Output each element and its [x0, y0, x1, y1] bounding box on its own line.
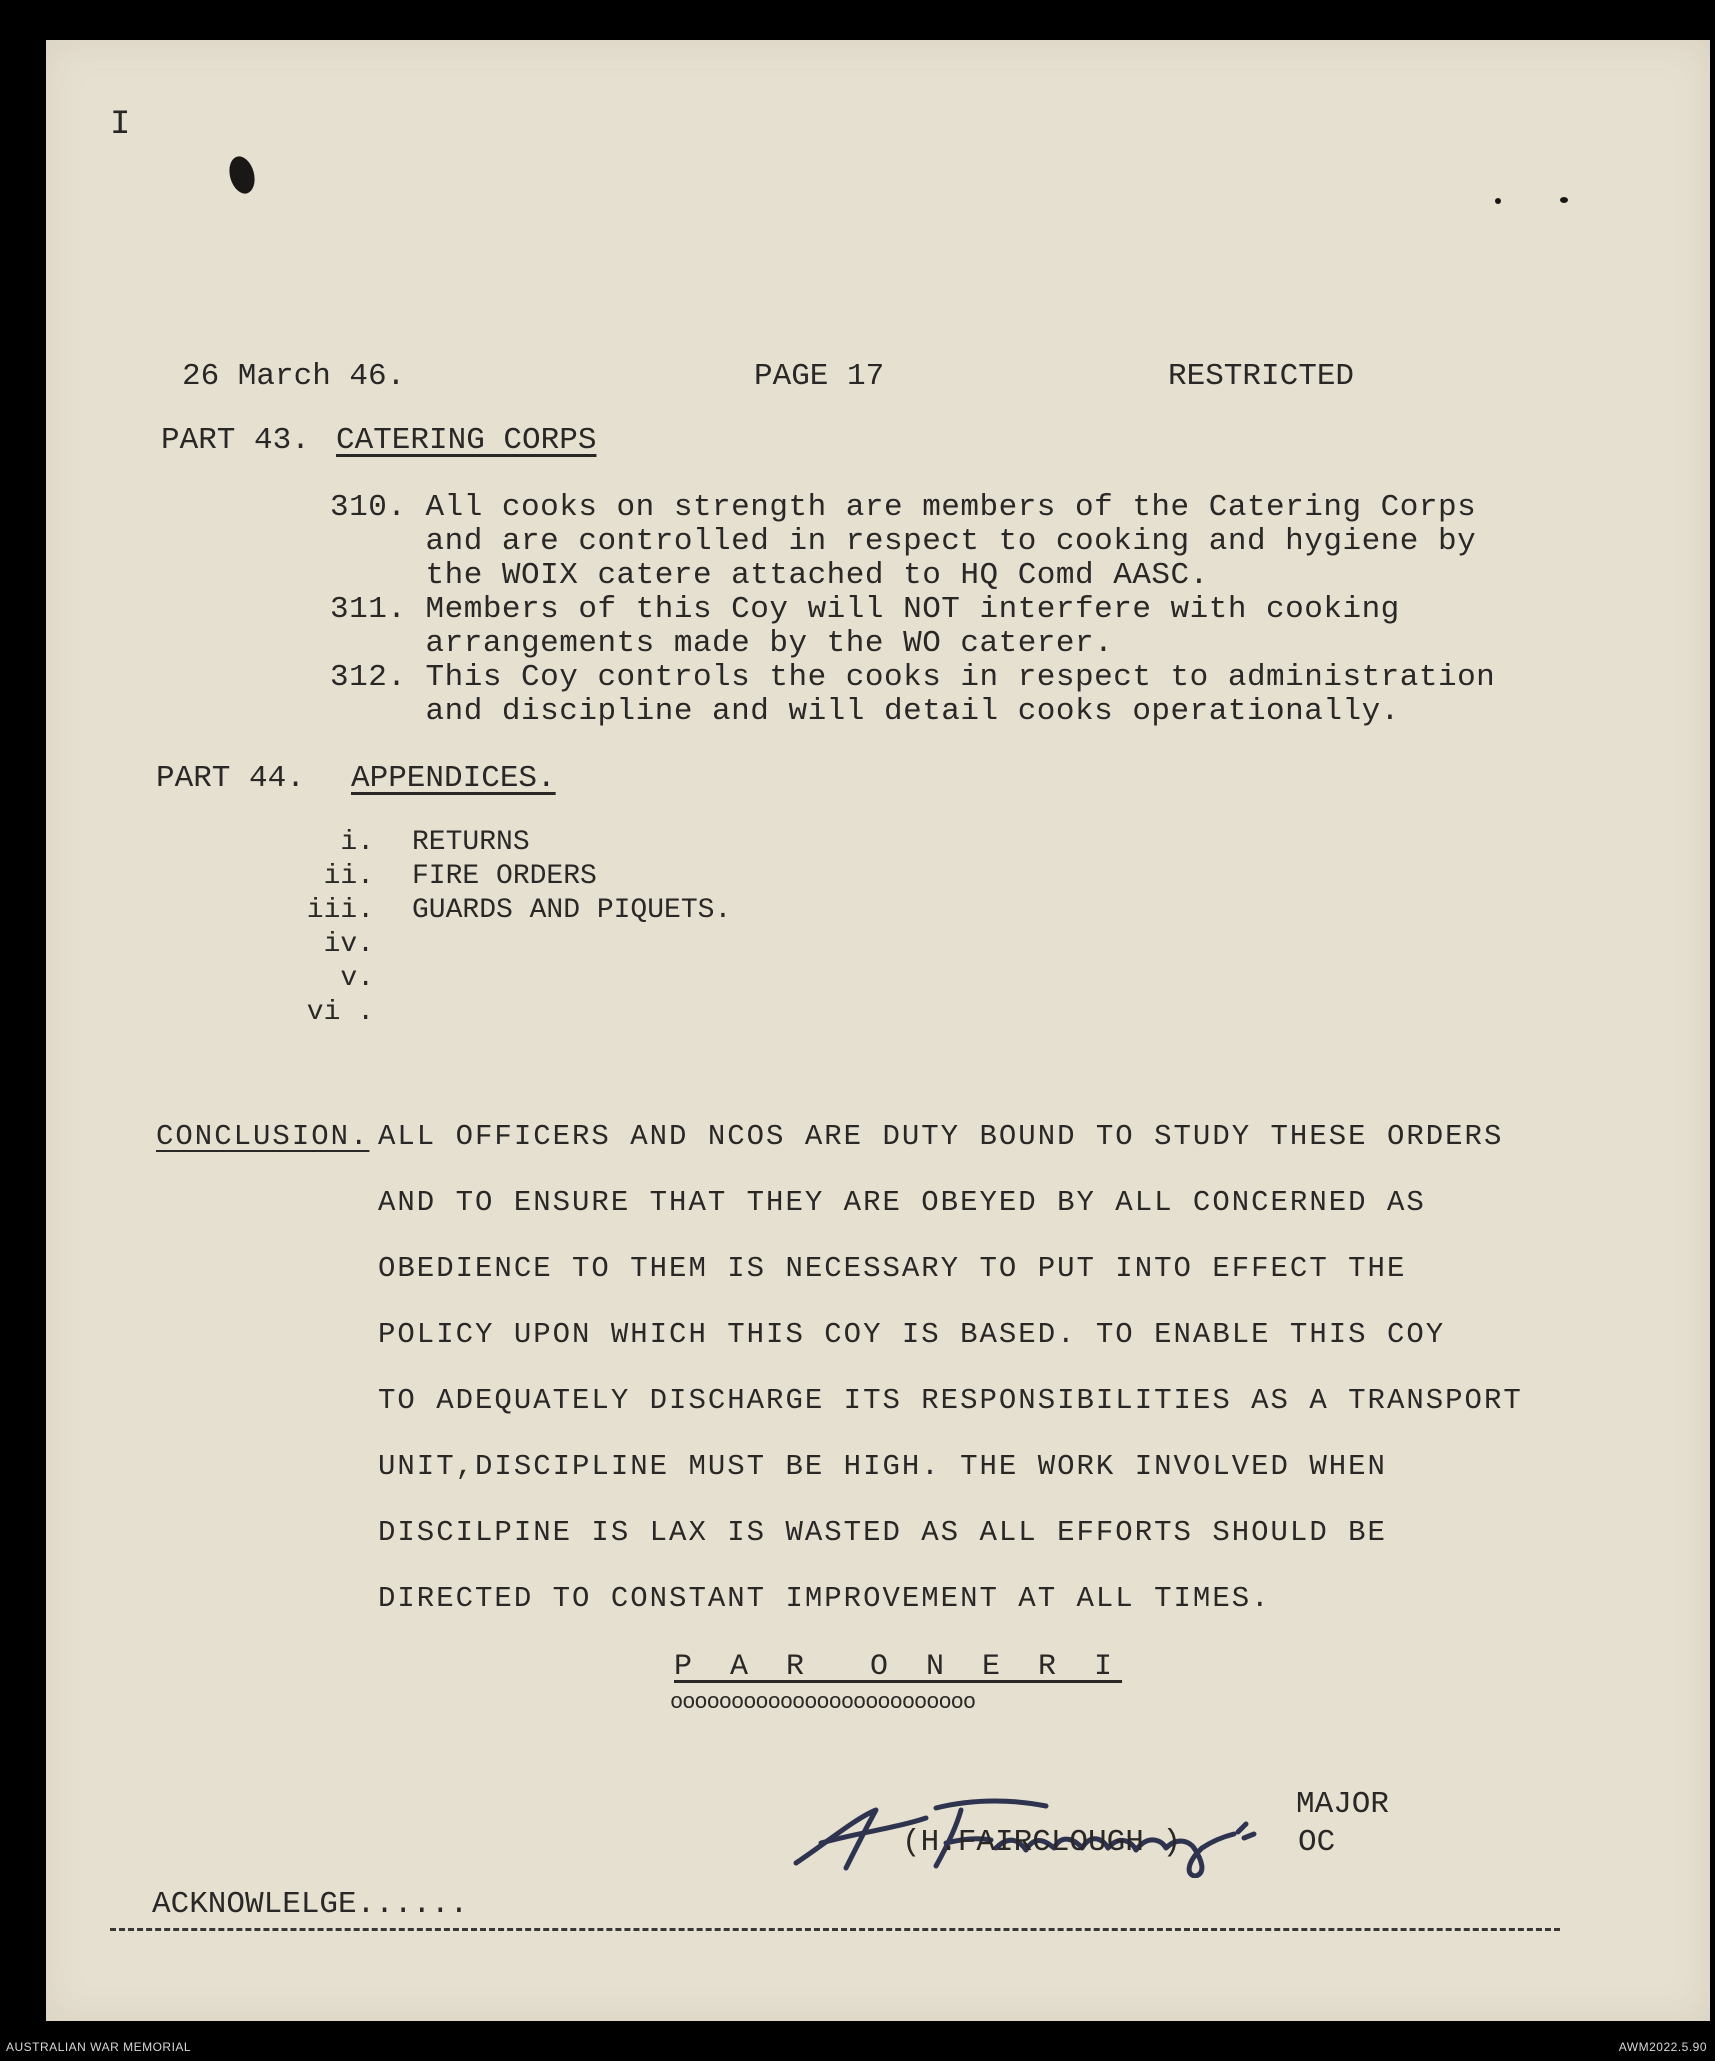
bottom-dashed-rule [110, 1928, 1560, 1931]
part-43-number: PART 43. [161, 423, 310, 458]
motto-underline: ooooooooooooooooooooooooo [670, 1690, 976, 1715]
archive-credit: AUSTRALIAN WAR MEMORIAL [6, 2040, 192, 2054]
conclusion-line: OBEDIENCE TO THEM IS NECESSARY TO PUT INTO EFFECT THE [378, 1252, 1407, 1285]
appendix-number: vi . [306, 997, 374, 1028]
part-43-line: 312. This Coy controls the cooks in respect to administration [330, 660, 1496, 695]
appendix-number: i. [340, 827, 374, 858]
conclusion-line: DIRECTED TO CONSTANT IMPROVEMENT AT ALL TIMES. [378, 1582, 1271, 1615]
conclusion-label: CONCLUSION. [156, 1120, 370, 1153]
appendix-number: iv. [323, 929, 374, 960]
conclusion-line: AND TO ENSURE THAT THEY ARE OBEYED BY ALL CONCERNED AS [378, 1186, 1426, 1219]
part-43-line: 311. Members of this Coy will NOT interfere with cooking [330, 592, 1400, 627]
acknowledge-line: ACKNOWLELGE...... [152, 1887, 469, 1922]
ink-speck [1560, 197, 1568, 203]
appendix-text: RETURNS [412, 827, 530, 858]
document-sheet [46, 40, 1710, 2021]
part-44-title: APPENDICES. [351, 761, 556, 796]
unit-motto: P A R O N E R I [674, 1650, 1123, 1684]
part-43-line: and discipline and will detail cooks operationally. [330, 694, 1400, 729]
conclusion-line: UNIT,DISCIPLINE MUST BE HIGH. THE WORK INVOLVED WHEN [378, 1450, 1387, 1483]
signatory-role: OC [1298, 1825, 1336, 1860]
appendix-text: GUARDS AND PIQUETS. [412, 895, 732, 926]
signatory-rank: MAJOR [1296, 1787, 1390, 1822]
page-number: PAGE 17 [754, 359, 885, 394]
conclusion-line: TO ADEQUATELY DISCHARGE ITS RESPONSIBILITIES AS A TRANSPORT [378, 1384, 1523, 1417]
classification-label: RESTRICTED [1168, 359, 1355, 394]
signatory-name: (H.FAIRCLOUGH ) [902, 1825, 1182, 1860]
part-43-line: and are controlled in respect to cooking and hygiene by [330, 524, 1477, 559]
part-43-line: 310. All cooks on strength are members of the Catering Corps [330, 490, 1477, 525]
appendix-number: iii. [306, 895, 374, 926]
part-43-title: CATERING CORPS [336, 423, 597, 458]
part-43-line: the WOIX catere attached to HQ Comd AASC. [330, 558, 1209, 593]
conclusion-line: ALL OFFICERS AND NCOS ARE DUTY BOUND TO STUDY THESE ORDERS [378, 1120, 1504, 1153]
appendix-number: v. [340, 963, 374, 994]
document-date: 26 March 46. [182, 359, 406, 394]
margin-mark: I [110, 106, 131, 144]
part-44-number: PART 44. [156, 761, 305, 796]
conclusion-line: DISCILPINE IS LAX IS WASTED AS ALL EFFORTS SHOULD BE [378, 1516, 1387, 1549]
punch-hole [225, 154, 258, 197]
appendix-number: ii. [323, 861, 374, 892]
appendix-text: FIRE ORDERS [412, 861, 597, 892]
part-43-line: arrangements made by the WO caterer. [330, 626, 1114, 661]
ink-speck [1495, 198, 1501, 204]
archive-reference: AWM2022.5.90 [1618, 2040, 1707, 2054]
conclusion-line: POLICY UPON WHICH THIS COY IS BASED. TO ENABLE THIS COY [378, 1318, 1446, 1351]
